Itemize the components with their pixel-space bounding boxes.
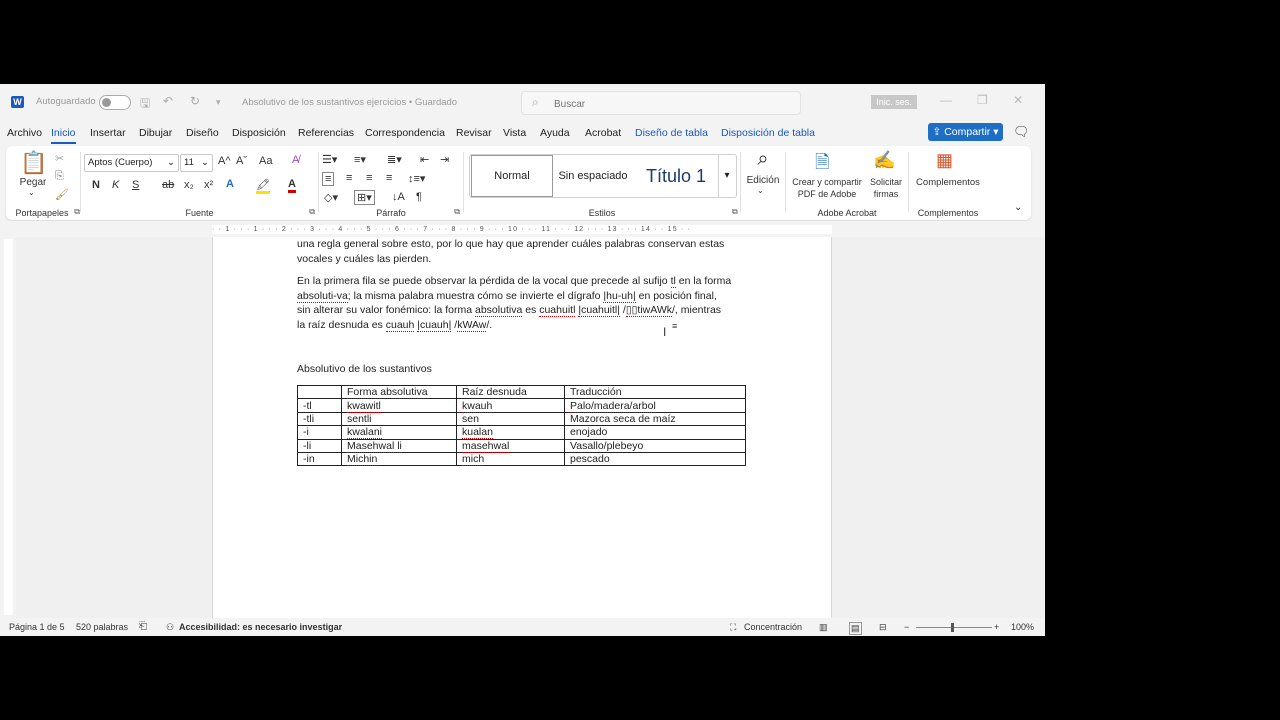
save-icon[interactable]: 🖫 [140,96,151,110]
click-and-type-icon: ≡ [672,321,678,331]
table-cell[interactable]: -in [298,452,342,465]
table-cell[interactable]: Mazorca seca de maíz [565,412,746,425]
word-count[interactable]: 520 palabras [76,622,129,632]
text-run: |cuahuitl| [578,304,620,316]
chevron-down-icon: ⌄ [201,157,209,168]
request-signatures-icon[interactable]: ✍ [873,150,896,170]
table-cell[interactable]: -tl [298,399,342,412]
text-run: es [522,304,540,316]
create-pdf-button[interactable] [789,176,865,200]
cell-text: sentli [347,412,372,425]
table-cell[interactable] [565,399,746,412]
tab-inicio[interactable]: Inicio [51,127,76,139]
tab-insertar[interactable]: Insertar [90,127,126,139]
tab-diseno-de-tabla[interactable]: Diseño de tabla [635,127,708,139]
proofing-icon[interactable]: ⎗ [139,621,147,632]
text-run: En la primera fila se puede observar la pérdida de la vocal que precede al sufijo [297,275,671,287]
horizontal-ruler[interactable] [0,221,1045,237]
paragraph-line: una regla general sobre esto, por lo que hay que aprender cuáles palabras conservan estas [297,238,725,250]
text-run: en posición final, [635,289,717,302]
share-button[interactable]: ⇪ Compartir ▾ [928,123,1003,141]
text-run: /. [486,318,493,331]
divider [463,152,464,212]
increase-indent-icon[interactable]: ⇥ [440,154,450,166]
divider [785,152,786,212]
cell-text: kwawitl [347,399,381,412]
chevron-down-icon: ⌄ [167,157,175,168]
table-header-row [298,386,746,399]
zoom-level[interactable]: 100% [1011,622,1035,632]
create-pdf-icon[interactable]: 🗎 [815,152,830,172]
create-pdf-label: Crear y compartir [792,177,862,187]
table-cell[interactable] [457,439,565,452]
table-cell[interactable]: Vasallo/plebeyo [565,439,746,452]
cut-icon[interactable]: ✂ [55,153,65,165]
word-window [0,84,1045,636]
paragraph-group [320,146,462,220]
font-group-label: Fuente [185,208,214,218]
table-cell[interactable] [342,439,457,452]
addins-button[interactable]: Complementos [916,177,980,188]
styles-launcher-icon[interactable]: ⧉ [732,207,738,216]
cell-text: Masehwal li [347,439,402,452]
restore-icon[interactable]: ❐ [977,93,988,107]
table-header-cell[interactable] [298,386,342,399]
find-icon[interactable]: ⌕ [757,148,769,170]
table-cell[interactable] [457,426,565,439]
web-layout-icon[interactable]: ⊟ [879,622,887,632]
table-cell[interactable]: sen [457,412,565,425]
document-title[interactable]: Absolutivo de los sustantivos ejercicios • Guardado [242,97,458,108]
text-run: en la forma [675,275,732,287]
font-color-icon[interactable]: A [288,178,296,193]
vertical-ruler-scale [4,239,13,615]
style-sin-espaciado[interactable]: Sin espaciado [558,170,628,182]
text-run: ; la misma palabra muestra cómo se invierte el dígrafo [347,289,604,302]
paste-button[interactable]: Pegar [19,177,47,188]
line-spacing-icon[interactable]: ↕≡▾ [408,173,426,185]
copy-icon[interactable]: ⎘ [55,170,64,182]
clipboard-launcher-icon[interactable]: ⧉ [74,207,80,216]
tab-diseno[interactable]: Diseño [186,127,219,139]
search-input[interactable] [552,95,786,113]
paragraph-line [297,303,742,318]
table-row [298,452,746,465]
underline-button[interactable]: S [132,179,140,191]
divider [908,152,909,212]
tab-acrobat[interactable]: Acrobat [585,127,622,139]
table-row [298,426,746,439]
text-run: absoluti-va [297,289,348,302]
format-painter-icon[interactable]: 🖌 [55,189,69,201]
request-signatures-label: Solicitar [869,177,902,187]
close-icon[interactable]: ✕ [1013,93,1024,107]
show-marks-icon[interactable]: ¶ [416,191,422,203]
undo-icon[interactable]: ↶ [163,94,174,108]
search-box[interactable] [521,91,801,115]
tab-archivo[interactable]: Archivo [7,127,43,139]
shrink-font-icon[interactable]: Aˇ [236,155,247,167]
comments-icon[interactable]: 🗨 [1013,124,1030,139]
zoom-slider[interactable] [916,627,992,628]
align-left-icon[interactable]: ≡ [322,172,334,186]
table-cell[interactable] [342,412,457,425]
customize-qat-icon[interactable]: ▾ [216,97,221,107]
text-run: la raíz desnuda es [297,318,386,331]
text-run: sin alterar su valor fonémico: la forma [297,304,475,316]
cell-text: Palo/madera/arbol [570,399,656,412]
italic-button[interactable]: K [112,179,120,191]
autosave-label: Autoguardado [36,96,96,107]
table-cell[interactable] [342,452,457,465]
table-header-cell[interactable]: Traducción [565,386,746,399]
styles-more-icon[interactable]: ▾ [718,155,735,197]
redo-icon[interactable]: ↻ [190,94,201,108]
font-launcher-icon[interactable]: ⧉ [309,207,315,216]
text-run: / [451,318,458,331]
focus-icon: ⛶ [730,622,737,632]
cell-text: kwauh [462,399,493,412]
table-header-cell[interactable] [342,386,457,399]
table-cell[interactable] [457,399,565,412]
style-titulo-1[interactable]: Título 1 [645,166,707,186]
styles-gallery [469,154,737,198]
text-run: kWAw [457,318,487,331]
print-layout-icon[interactable]: ▤ [851,623,860,633]
table-cell[interactable] [457,452,565,465]
vertical-ruler[interactable] [0,237,16,617]
table-cell[interactable]: -li [298,439,342,452]
clear-formatting-icon[interactable]: A̸ [292,154,300,166]
bold-button[interactable]: N [92,179,100,191]
tab-referencias[interactable]: Referencias [298,127,355,139]
page-count[interactable]: Página 1 de 5 [9,622,65,632]
document-area[interactable] [16,237,1045,618]
text-run: / [620,304,626,316]
tab-ayuda[interactable]: Ayuda [540,127,570,139]
zoom-out-icon[interactable]: − [904,622,910,632]
tab-revisar[interactable]: Revisar [456,127,492,139]
text-run: |hu-uh| [603,289,636,302]
read-mode-icon[interactable]: ▥ [819,622,828,632]
cell-text: kualan [462,426,493,439]
acrobat-group [787,146,907,220]
subscript-button[interactable]: x₂ [184,179,194,191]
share-icon: ⇪ [932,126,945,138]
justify-icon[interactable]: ≡ [386,172,393,184]
style-normal[interactable]: Normal [471,155,553,197]
table-cell[interactable]: enojado [565,426,746,439]
decrease-indent-icon[interactable]: ⇤ [420,154,430,166]
autosave-toggle[interactable] [99,95,131,110]
align-center-icon[interactable]: ≡ [346,172,353,184]
paragraph-launcher-icon[interactable]: ⧉ [454,207,460,216]
table-caption[interactable]: Absolutivo de los sustantivos [297,363,432,375]
table-cell[interactable]: -i [298,426,342,439]
word-app-icon: W [11,96,24,108]
minimize-icon[interactable]: — [940,93,952,107]
addins-icon[interactable]: ▦ [936,150,954,170]
text-run: tl [670,275,676,287]
font-size-select[interactable] [180,154,213,172]
paste-dropdown-icon[interactable]: ⌄ [28,188,35,197]
table-cell[interactable]: pescado [565,452,746,465]
header-text: Forma absolutiva [347,386,428,399]
sort-icon[interactable]: ↓A [392,191,405,203]
addins-group [910,146,986,220]
share-label: Compartir [944,126,991,138]
addins-group-label: Complementos [917,208,979,218]
text-effects-icon[interactable]: A [226,178,234,190]
request-signatures-button[interactable] [867,176,905,200]
clipboard-group [6,146,78,220]
font-name-select[interactable] [84,154,179,172]
table-row [298,439,746,452]
tab-disposicion[interactable]: Disposición [232,127,286,139]
styles-group-label: Estilos [588,208,616,218]
tab-vista[interactable]: Vista [503,127,527,139]
paragraph-1[interactable] [297,237,742,266]
superscript-button[interactable]: x² [204,179,214,191]
create-pdf-label-2: PDF de Adobe [797,189,857,199]
change-case-icon[interactable]: Aa [259,155,273,167]
paragraph-group-label: Párrafo [376,208,406,218]
bullets-icon[interactable]: ☰▾ [322,154,338,166]
editing-button[interactable]: Edición [746,175,780,186]
accessibility-icon: ⚇ [166,622,175,632]
request-signatures-label-2: firmas [873,189,899,199]
ruler-scale: · · 1 · · · 1 · · · 2 · · · 3 · · · 4 · · · 5 · · · 6 · · · 7 · · · 8 · · · 9 · · · 10 · · · 11 · · · 12 · · · 13 · · · 14 · · 15 · · [212,225,832,234]
focus-mode-button[interactable]: Concentración [744,622,803,632]
editing-group [742,146,784,220]
text-run: cuahuitl [539,304,576,316]
divider [740,152,741,212]
font-name-value: Aptos (Cuerpo) [88,157,153,168]
text-run: cuauh [385,318,415,331]
table-header-cell[interactable]: Raíz desnuda [457,386,565,399]
cell-text: Michin [347,453,378,466]
status-bar [0,619,1045,636]
text-run: absolutiva [475,304,523,316]
multilevel-list-icon[interactable]: ≣▾ [387,154,402,166]
collapse-ribbon-icon[interactable]: ⌄ [1014,202,1023,213]
cell-text: masehwal [462,439,510,452]
divider [80,152,81,212]
font-size-value: 11 [184,157,194,168]
ribbon [6,146,1031,220]
numbering-icon[interactable]: ≡▾ [354,154,366,166]
accessibility-status[interactable]: Accesibilidad: es necesario investigar [179,622,343,632]
paragraph-line [297,289,742,304]
paragraph-line [297,274,742,289]
table-row [298,399,746,412]
text-run: |cuauh| [417,318,452,331]
zoom-in-icon[interactable]: + [994,622,1000,632]
cell-text: mich [462,453,485,466]
paragraph-line: vocales y cuáles las pierden. [297,252,432,265]
strikethrough-button[interactable]: ab [162,179,175,191]
grow-font-icon[interactable]: A^ [218,155,231,167]
text-run: ▯▯tiwAWk [625,304,673,316]
search-icon: ⌕ [532,95,539,109]
tab-correspondencia[interactable]: Correspondencia [365,127,445,139]
table-row [298,412,746,425]
data-table[interactable] [297,385,746,466]
align-right-icon[interactable]: ≡ [366,172,373,184]
table-cell[interactable] [342,399,457,412]
shading-icon[interactable]: ◇▾ [324,192,338,204]
tab-dibujar[interactable]: Dibujar [139,127,173,139]
tab-disposicion-de-tabla[interactable]: Disposición de tabla [721,127,815,139]
borders-icon[interactable]: ⊞▾ [354,190,375,205]
highlight-icon[interactable]: 🖍 [256,178,270,194]
font-group [82,146,317,220]
divider [318,152,319,212]
acrobat-group-label: Adobe Acrobat [817,208,877,218]
sign-in-button[interactable]: Inic. ses. [871,95,917,109]
title-bar [0,84,1045,120]
paste-icon[interactable]: 📋 [20,150,48,175]
zoom-slider-thumb[interactable] [951,623,954,632]
table-cell[interactable]: -tli [298,412,342,425]
chevron-down-icon[interactable]: ⌄ [757,186,764,195]
table-cell[interactable] [342,426,457,439]
text-run: /, mientras [672,304,722,316]
document-page[interactable] [212,237,832,618]
clipboard-group-label: Portapapeles [15,208,69,218]
ribbon-tabs [0,122,1045,146]
text-cursor-icon: I [663,325,667,339]
cell-text: kwalani [347,426,383,439]
